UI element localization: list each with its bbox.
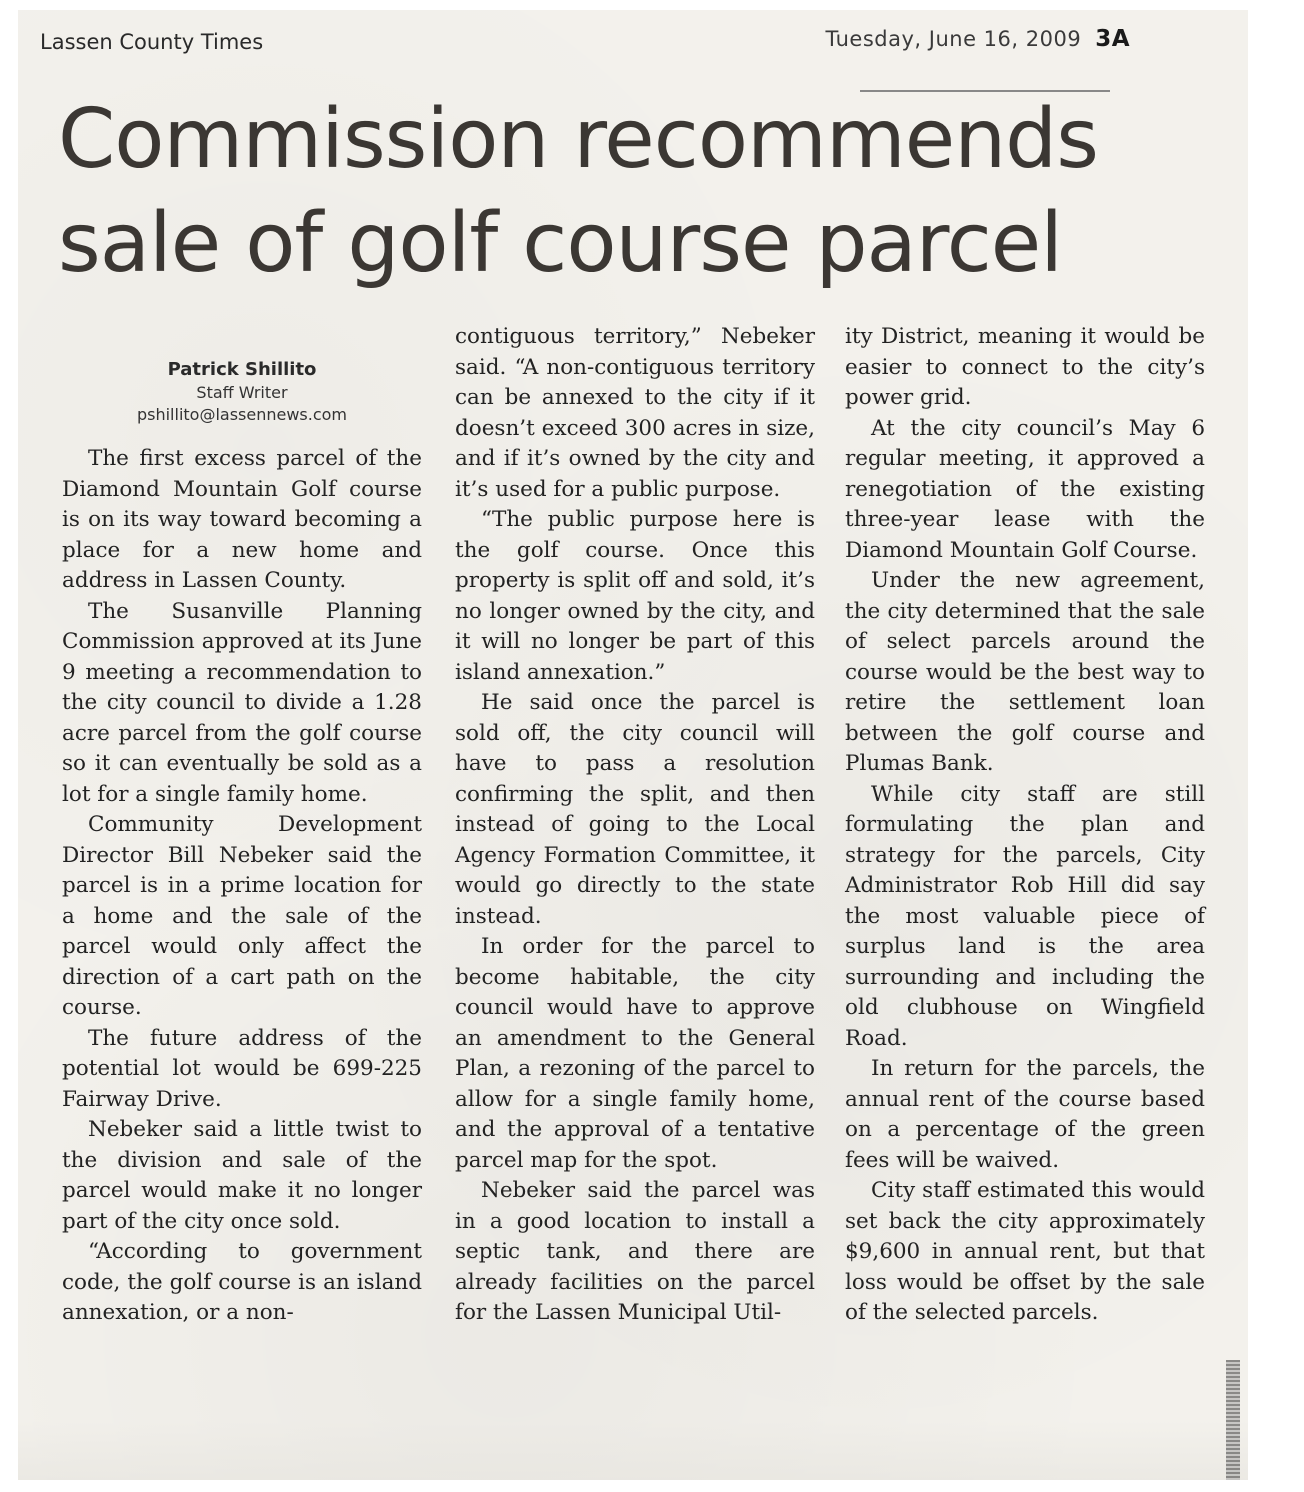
- clipping-edge: [1226, 1360, 1240, 1480]
- paragraph: City staff estimated this would set back the city approximately $9,600 in annual rent, but that loss would be offset by the sale of the selected parcels.: [845, 1178, 1205, 1325]
- paragraph: “The public purpose here is the golf course. Once this property is split off and sold, it’s no longer owned by the city, and it will no longer be part of this island annexation.”: [455, 507, 815, 685]
- page-header: [40, 22, 1130, 62]
- column-1: [62, 444, 422, 1329]
- column-2: [455, 322, 815, 1329]
- paragraph: In return for the parcels, the annual rent of the course based on a percentage of the green fees will be waived.: [845, 1056, 1205, 1173]
- page-number: 3A: [1095, 26, 1130, 52]
- paragraph: Community Development Director Bill Nebeker said the parcel is in a prime location for a home and the sale of the parcel would only affect the direction of a cart path on the course.: [62, 812, 422, 1020]
- paragraph: Under the new agreement, the city determined that the sale of select parcels around the course would be the best way to retire the settlement loan between the golf course and Plumas Bank.: [845, 568, 1205, 776]
- headline-line-1: Commission recommends: [58, 92, 1098, 187]
- column-3: [845, 322, 1205, 1329]
- paragraph: Nebeker said the parcel was in a good location to install a septic tank, and there are already facilities on the parcel for the Lassen Municipal Util-: [455, 1178, 815, 1325]
- author-email: pshillito@lassennews.com: [136, 405, 348, 424]
- issue-date: Tuesday, June 16, 2009: [825, 27, 1082, 51]
- dateline: [825, 26, 1130, 52]
- paragraph: In order for the parcel to become habitable, the city council would have to approve an amendment to the General Plan, a rezoning of the parcel to allow for a single family home, and the approval of a tentative parcel map for the spot.: [455, 934, 815, 1173]
- author-name: Patrick Shillito: [167, 359, 317, 380]
- paragraph: The Susanville Planning Commission approved at its June 9 meeting a recommendation to the city council to divide a 1.28 acre parcel from the golf course so it can eventually be sold as a lot for a single family home.: [62, 598, 422, 807]
- paragraph: The first excess parcel of the Diamond Mountain Golf course is on its way toward becoming a place for a new home and address in Lassen County.: [62, 446, 422, 593]
- bleed-through-area: [18, 1420, 1248, 1480]
- byline: [62, 358, 422, 426]
- headline: [58, 88, 1178, 296]
- author-title: Staff Writer: [196, 383, 288, 402]
- paragraph: “According to government code, the golf course is an island annexation, or a non-: [62, 1239, 422, 1325]
- paragraph: The future address of the potential lot would be 699-225 Fairway Drive.: [62, 1025, 422, 1112]
- paragraph: He said once the parcel is sold off, the city council will have to pass a resolution confirming the split, and then instead of going to the Local Agency Formation Committee, it would go directly to the state instead.: [455, 690, 815, 929]
- paragraph: While city staff are still formulating the plan and strategy for the parcels, City Administrator Rob Hill did say the most valuable piece of surplus land is the area surrounding and including the old clubhouse on Wingfield Road.: [845, 781, 1205, 1051]
- paragraph: At the city council’s May 6 regular meeting, it approved a renegotiation of the existing three-year lease with the Diamond Mountain Golf Course.: [845, 415, 1205, 563]
- headline-line-2: sale of golf course parcel: [58, 196, 1063, 291]
- masthead: Lassen County Times: [40, 30, 264, 54]
- paragraph: ity District, meaning it would be easier to connect to the city’s power grid.: [845, 324, 1205, 410]
- paragraph: Nebeker said a little twist to the division and sale of the parcel would make it no longer part of the city once sold.: [62, 1117, 422, 1234]
- paragraph: contiguous territory,” Nebeker said. “A non-contiguous territory can be annexed to the city if it doesn’t exceed 300 acres in size, and if it’s owned by the city and it’s used for a public purpose.: [455, 324, 815, 502]
